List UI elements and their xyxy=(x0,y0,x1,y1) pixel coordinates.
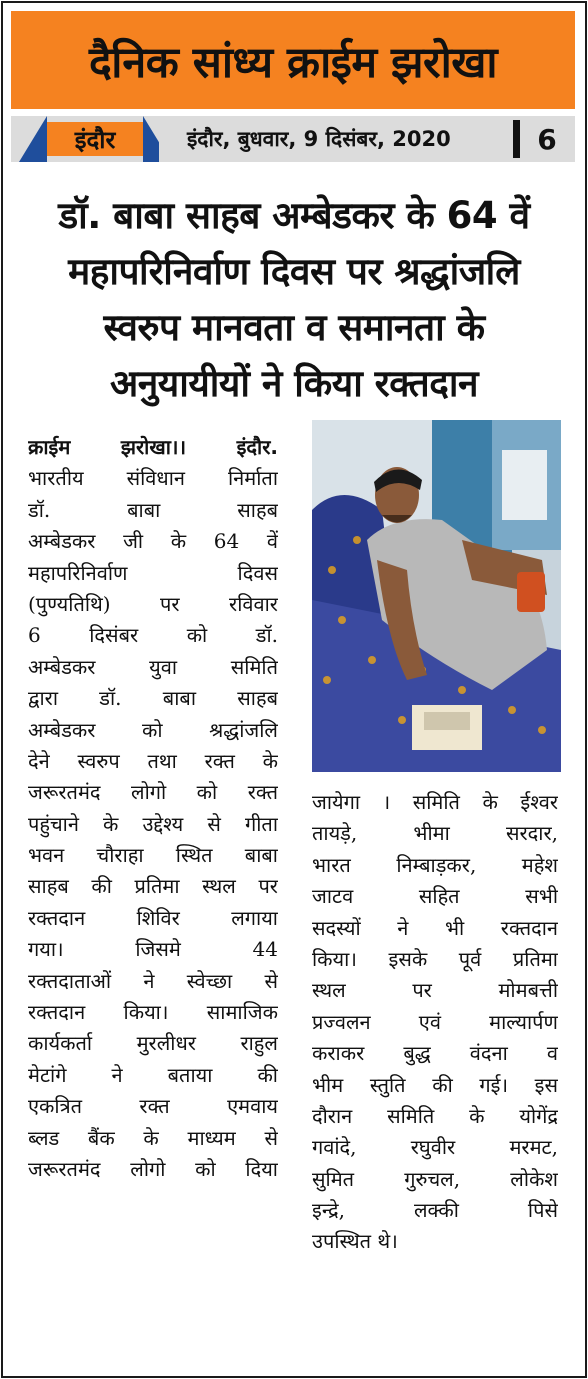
article-line: रक्तदान किया। सामाजिक xyxy=(28,1000,278,1025)
location-label: इंदौर xyxy=(47,122,143,156)
photo-illustration xyxy=(312,420,561,772)
article-line: इन्द्रे, लक्की पिसे xyxy=(312,1198,558,1223)
article-line: 6 दिसंबर को डॉ. xyxy=(28,623,278,648)
article-line: साहब की प्रतिमा स्थल पर xyxy=(28,874,278,899)
article-line: किया। इसके पूर्व प्रतिमा xyxy=(312,946,558,971)
article-line: जरूरतमंद लोगो को दिया xyxy=(28,1156,278,1181)
newspaper-masthead xyxy=(11,11,575,109)
article-line: प्रज्वलन एवं माल्यार्पण xyxy=(312,1009,558,1034)
article-line: भीम स्तुति की गई। इस xyxy=(312,1072,558,1097)
article-line: गया। जिसमे 44 xyxy=(28,937,278,962)
publication-date: इंदौर, बुधवार, 9 दिसंबर, 2020 xyxy=(187,127,451,151)
article-line: भवन चौराहा स्थित बाबा xyxy=(28,843,278,868)
article-line: भारत निम्बाड़कर, महेश xyxy=(312,852,558,877)
article-line: रक्तदाताओं ने स्वेच्छा से xyxy=(28,968,278,993)
article-line: कराकर बुद्ध वंदना व xyxy=(312,1041,558,1066)
article-line: तायड़े, भीमा सरदार, xyxy=(312,821,558,846)
article-line: डॉ. बाबा साहब xyxy=(28,497,278,522)
article-line: मेटांगे ने बताया की xyxy=(28,1062,278,1087)
article-line: द्वारा डॉ. बाबा साहब xyxy=(28,686,278,711)
article-line: एकत्रित रक्त एमवाय xyxy=(28,1094,278,1119)
article-line: रक्तदान शिविर लगाया xyxy=(28,905,278,930)
article-line: भारतीय संविधान निर्माता xyxy=(28,466,278,491)
blood-donation-photo xyxy=(312,420,561,772)
headline-line: स्वरुप मानवता व समानता के xyxy=(103,306,485,349)
article-line: जरूरतमंद लोगो को रक्त xyxy=(28,780,278,805)
article-line: जायेगा । समिति के ईश्वर xyxy=(312,790,558,814)
article-line: ब्लड बैंक के माध्यम से xyxy=(28,1125,278,1150)
article-line: अम्बेडकर युवा समिति xyxy=(28,654,278,679)
date-divider xyxy=(513,120,520,158)
article-column-right xyxy=(312,787,558,1258)
article-line: कार्यकर्ता मुरलीधर राहुल xyxy=(28,1031,278,1056)
masthead-title: दैनिक सांध्य क्राईम झरोखा xyxy=(88,37,498,88)
article-line: जाटव सहित सभी xyxy=(312,884,558,909)
article-line: पहुंचाने के उद्देश्य से गीता xyxy=(28,811,278,836)
headline-line: महापरिनिर्वाण दिवस पर श्रद्धांजलि xyxy=(68,250,520,293)
article-line: सुमित गुरुचल, लोकेश xyxy=(312,1166,558,1191)
headline-line: अनुयायीयों ने किया रक्तदान xyxy=(110,362,478,405)
article-line: गवांदे, रघुवीर मरमट, xyxy=(312,1135,558,1160)
article-dateline-lead: क्राईम झरोखा।। इंदौर. xyxy=(28,435,278,459)
article-line: देने स्वरुप तथा रक्त के xyxy=(28,748,278,773)
article-line: अम्बेडकर को श्रद्धांजलि xyxy=(28,717,278,742)
location-tab xyxy=(19,116,159,162)
dateline-bar xyxy=(11,116,575,162)
article-line: अम्बेडकर जी के 64 वें xyxy=(28,529,278,554)
article-column-left xyxy=(28,432,278,1185)
article-line: महापरिनिर्वाण दिवस xyxy=(28,560,278,585)
headline-line: डॉ. बाबा साहब अम्बेडकर के 64 वें xyxy=(58,194,530,237)
article-line: स्थल पर मोमबत्ती xyxy=(312,978,558,1003)
page-number: 6 xyxy=(537,122,557,156)
article-line: उपस्थित थे। xyxy=(312,1229,398,1254)
article-line: सदस्यों ने भी रक्तदान xyxy=(312,915,558,940)
article-line: दौरान समिति के योगेंद्र xyxy=(312,1103,558,1128)
article-headline xyxy=(14,188,574,412)
article-line: (पुण्यतिथि) पर रविवार xyxy=(28,591,278,616)
